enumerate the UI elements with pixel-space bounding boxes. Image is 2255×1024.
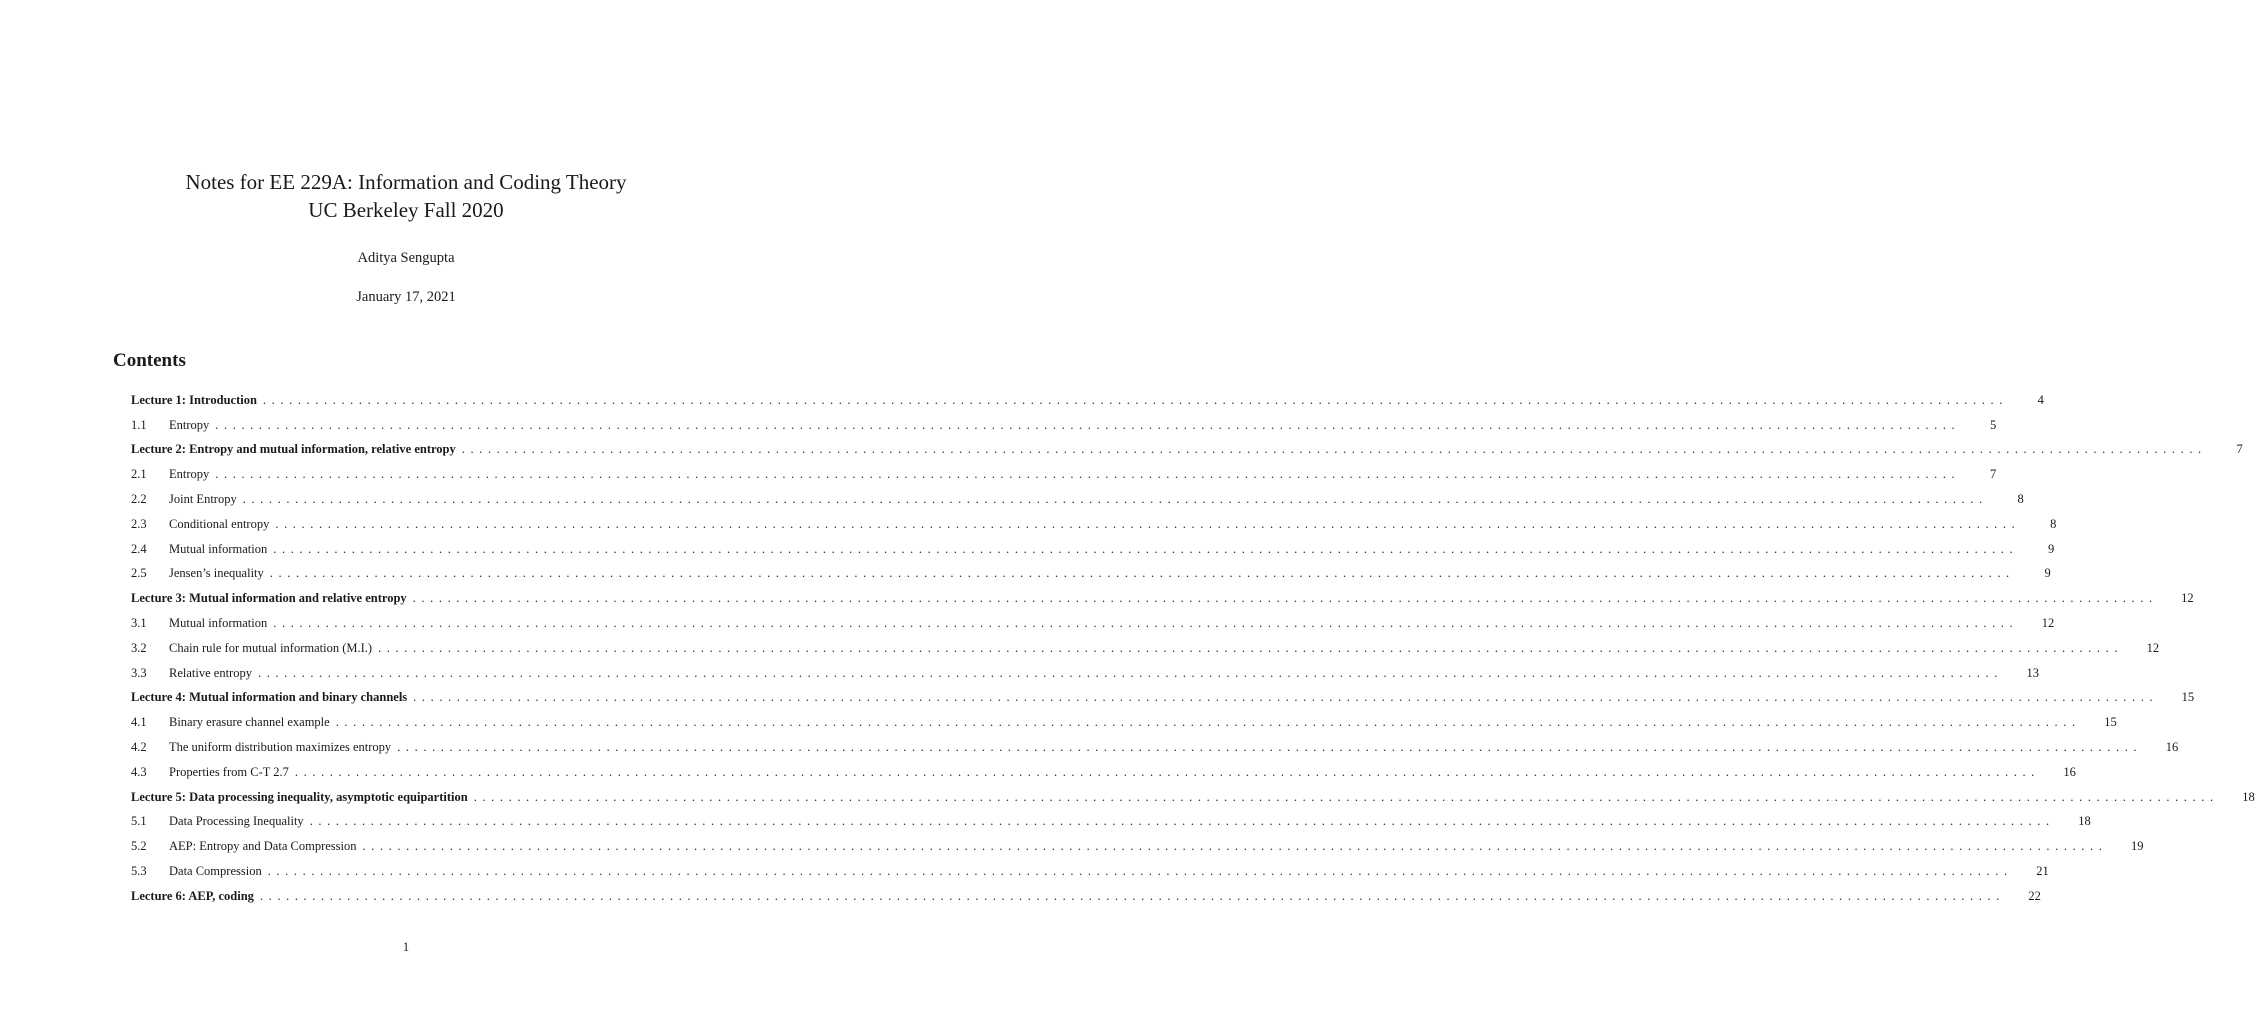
toc-entry-title: Mutual information xyxy=(169,616,268,631)
toc-page-number: 8 xyxy=(2050,516,2057,531)
toc-entry-title: Lecture 6: AEP, coding xyxy=(131,888,254,903)
toc-entry-title: Properties from C-T 2.7 xyxy=(169,764,289,779)
toc-page-number: 7 xyxy=(1990,467,1997,482)
toc-section-entry[interactable] xyxy=(131,462,1997,487)
toc-entry-title: Chain rule for mutual information (M.I.) xyxy=(169,640,373,655)
toc-leader-dots: ........................................................................................................................................................................................................ xyxy=(309,814,2055,829)
toc-leader-dots: ........................................................................................................................................................................................................ xyxy=(273,616,2019,631)
toc-entry-title: Entropy xyxy=(169,467,210,482)
toc-leader-dots: ........................................................................................................................................................................................................ xyxy=(378,640,2124,655)
toc-section-entry[interactable] xyxy=(131,636,2160,661)
document-title xyxy=(0,168,812,224)
toc-entry-title: Conditional entropy xyxy=(169,516,270,531)
toc-page-number: 22 xyxy=(2028,888,2041,903)
toc-page-number: 16 xyxy=(2165,740,2179,755)
author: Aditya Sengupta xyxy=(357,250,455,266)
toc-section-entry[interactable] xyxy=(131,735,2179,760)
toc-lecture-entry[interactable] xyxy=(131,388,2044,413)
toc-section-number: 3.2 xyxy=(131,640,147,655)
toc-leader-dots: ........................................................................................................................................................................................................ xyxy=(269,566,2015,581)
toc-entry-title: Lecture 4: Mutual information and binary channels xyxy=(131,690,408,705)
toc-page-number: 18 xyxy=(2078,814,2091,829)
toc-section-number: 4.1 xyxy=(131,715,147,730)
toc-page-number: 16 xyxy=(2063,764,2076,779)
toc-page-number: 15 xyxy=(2104,715,2117,730)
table-of-contents xyxy=(131,388,2255,909)
toc-leader-dots: ........................................................................................................................................................................................................ xyxy=(275,516,2021,531)
toc-section-number: 2.5 xyxy=(131,566,147,581)
toc-leader-dots: ........................................................................................................................................................................................................ xyxy=(412,591,2158,606)
toc-leader-dots: ........................................................................................................................................................................................................ xyxy=(215,417,1961,432)
page-number: 1 xyxy=(402,940,410,954)
toc-leader-dots: ........................................................................................................................................................................................................ xyxy=(461,442,2207,457)
toc-entry-title: AEP: Entropy and Data Compression xyxy=(169,839,357,854)
toc-entry-title: Data Compression xyxy=(169,864,262,879)
toc-entry-title: Joint Entropy xyxy=(169,492,237,507)
toc-section-number: 1.1 xyxy=(131,417,147,432)
toc-section-number: 2.2 xyxy=(131,492,147,507)
toc-section-entry[interactable] xyxy=(131,537,2055,562)
toc-section-number: 5.2 xyxy=(131,839,147,854)
toc-page-number: 15 xyxy=(2181,690,2195,705)
toc-leader-dots: ........................................................................................................................................................................................................ xyxy=(335,715,2081,730)
toc-leader-dots: ........................................................................................................................................................................................................ xyxy=(267,864,2013,879)
toc-leader-dots: ........................................................................................................................................................................................................ xyxy=(257,665,2003,680)
toc-section-entry[interactable] xyxy=(131,611,2055,636)
toc-section-entry[interactable] xyxy=(131,710,2117,735)
toc-entry-title: Lecture 5: Data processing inequality, asymptotic equipartition xyxy=(131,789,468,804)
contents-heading: Contents xyxy=(113,350,186,371)
toc-leader-dots: ........................................................................................................................................................................................................ xyxy=(413,690,2159,705)
toc-page-number: 4 xyxy=(2037,392,2044,407)
toc-section-entry[interactable] xyxy=(131,760,2076,785)
toc-entry-title: Entropy xyxy=(169,417,210,432)
toc-lecture-entry[interactable] xyxy=(131,785,2255,810)
toc-lecture-entry[interactable] xyxy=(131,884,2041,909)
toc-page-number: 7 xyxy=(2236,442,2243,457)
toc-page-number: 12 xyxy=(2181,591,2194,606)
toc-section-number: 4.3 xyxy=(131,764,147,779)
toc-entry-title: Lecture 2: Entropy and mutual information, relative entropy xyxy=(131,442,456,457)
toc-section-entry[interactable] xyxy=(131,859,2049,884)
toc-page-number: 12 xyxy=(2146,640,2160,655)
toc-lecture-entry[interactable] xyxy=(131,438,2243,463)
toc-entry-title: Mutual information xyxy=(169,541,268,556)
title-line-1: Notes for EE 229A: Information and Coding Theory xyxy=(185,170,627,194)
toc-section-number: 3.1 xyxy=(131,616,147,631)
toc-section-entry[interactable] xyxy=(131,810,2091,835)
toc-page-number: 9 xyxy=(2044,566,2051,581)
toc-page-number: 19 xyxy=(2130,839,2144,854)
toc-leader-dots: ........................................................................................................................................................................................................ xyxy=(259,888,2005,903)
toc-leader-dots: ........................................................................................................................................................................................................ xyxy=(215,467,1961,482)
toc-section-number: 5.1 xyxy=(131,814,147,829)
toc-leader-dots: ........................................................................................................................................................................................................ xyxy=(473,789,2219,804)
toc-entry-title: Lecture 1: Introduction xyxy=(131,392,257,407)
toc-entry-title: The uniform distribution maximizes entropy xyxy=(169,740,392,755)
toc-leader-dots: ........................................................................................................................................................................................................ xyxy=(262,392,2008,407)
toc-section-number: 4.2 xyxy=(131,740,147,755)
toc-entry-title: Data Processing Inequality xyxy=(169,814,304,829)
toc-page-number: 18 xyxy=(2242,789,2255,804)
toc-section-number: 5.3 xyxy=(131,864,147,879)
toc-entry-title: Relative entropy xyxy=(169,665,252,680)
toc-page-number: 8 xyxy=(2017,492,2024,507)
toc-page-number: 5 xyxy=(1990,417,1997,432)
toc-leader-dots: ........................................................................................................................................................................................................ xyxy=(397,740,2143,755)
toc-page-number: 9 xyxy=(2048,541,2055,556)
toc-section-number: 2.4 xyxy=(131,541,147,556)
toc-section-entry[interactable] xyxy=(131,834,2144,859)
toc-leader-dots: ........................................................................................................................................................................................................ xyxy=(362,839,2108,854)
toc-entry-title: Jensen’s inequality xyxy=(169,566,264,581)
toc-page-number: 21 xyxy=(2036,864,2049,879)
toc-lecture-entry[interactable] xyxy=(131,586,2194,611)
toc-section-entry[interactable] xyxy=(131,661,2039,686)
toc-section-entry[interactable] xyxy=(131,487,2024,512)
toc-page-number: 12 xyxy=(2041,616,2055,631)
toc-leader-dots: ........................................................................................................................................................................................................ xyxy=(273,541,2019,556)
toc-section-entry[interactable] xyxy=(131,562,2051,587)
toc-lecture-entry[interactable] xyxy=(131,686,2195,711)
toc-leader-dots: ........................................................................................................................................................................................................ xyxy=(242,492,1988,507)
toc-section-number: 2.3 xyxy=(131,516,147,531)
date: January 17, 2021 xyxy=(356,289,456,305)
toc-leader-dots: ........................................................................................................................................................................................................ xyxy=(294,764,2040,779)
toc-entry-title: Binary erasure channel example xyxy=(169,715,330,730)
toc-page-number: 13 xyxy=(2026,665,2039,680)
toc-section-entry[interactable] xyxy=(131,413,1997,438)
title-line-2: UC Berkeley Fall 2020 xyxy=(308,198,504,222)
toc-section-entry[interactable] xyxy=(131,512,2057,537)
toc-entry-title: Lecture 3: Mutual information and relative entropy xyxy=(131,591,407,606)
toc-section-number: 3.3 xyxy=(131,665,147,680)
toc-section-number: 2.1 xyxy=(131,467,147,482)
